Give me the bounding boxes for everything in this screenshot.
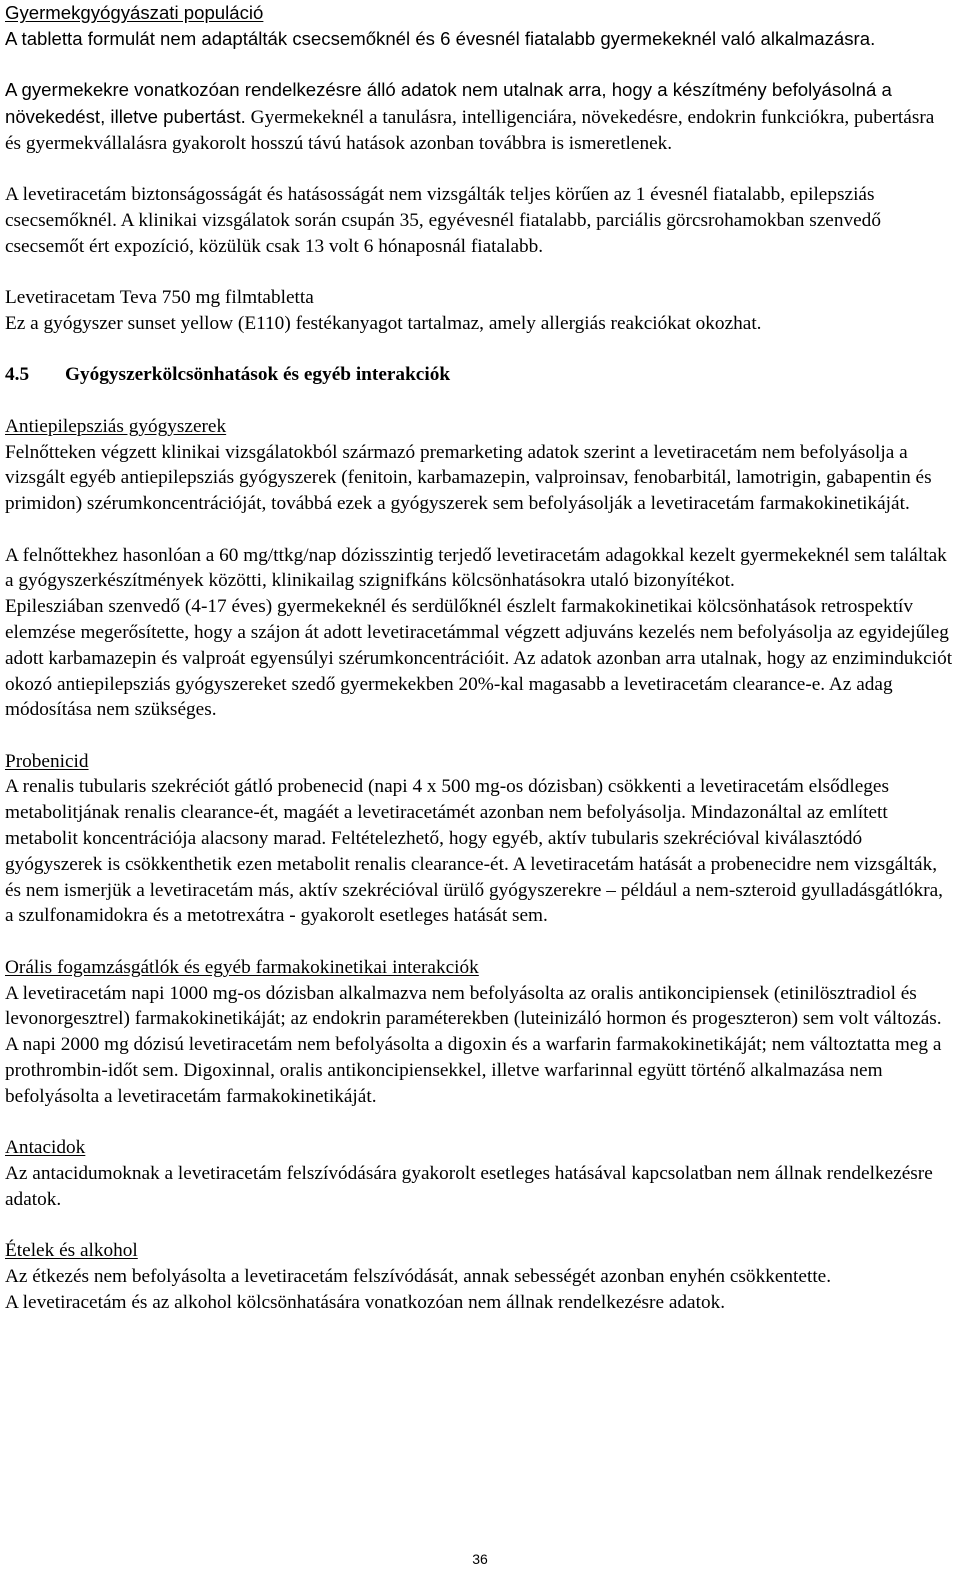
pediatric-paragraph-2 [5, 77, 953, 156]
oral-contraceptives-heading: Orális fogamzásgátlók és egyéb farmakokinetikai interakciók [5, 956, 479, 978]
product-name: Levetiracetam Teva 750 mg filmtabletta [5, 287, 314, 309]
pediatric-paragraph-2-part-2: Gyermekeknél a tanulásra, intelligenciára, növekedésre, endokrin funkciókra, pubertásra és gyermekvállalásra gyakorolt hosszú távú hatások azonban továbbra is ismeretlenek. [5, 106, 935, 154]
section-heading [5, 362, 953, 388]
antiepileptics-paragraph-3: Epilesziában szenvedő (4-17 éves) gyermekeknél és serdülőknél észlelt farmakokinetikai kölcsönhatások retrospektív elemzése megerősítette, hogy a szájon át adott levetiracetámmal végzett adjuváns kezelés nem befolyásolja az egyidejűleg adott karbamazepin és valproát egyensúlyi szérumkoncentrációit. Az adatok azonban arra utalnak, hogy az enzimindukciót okozó antiepilepsziás gyógyszereket szedő gyermekekben 20%-kal magasabb a levetiracetám clearance-e. Az adag módosítása nem szükséges. [5, 596, 953, 721]
section-title: Gyógyszerkölcsönhatások és egyéb interakciók [65, 364, 451, 386]
alcohol-paragraph: A levetiracetám és az alkohol kölcsönhatására vonatkozóan nem állnak rendelkezésre adatok. [5, 1291, 726, 1313]
pediatric-heading: Gyermekgyógyászati populáció [5, 2, 264, 23]
antiepileptics-paragraph-2: A felnőttekhez hasonlóan a 60 mg/ttkg/nap dózisszintig terjedő levetiracetám adagokkal kezelt gyermekeknél sem találtak a gyógyszerkészítmények közötti, klinikailag szignifkáns kölcsönhatásokra utaló bizonyítékot. [5, 544, 947, 592]
food-paragraph: Az étkezés nem befolyásolta a levetiracetám felszívódását, annak sebességét azonban enyhén csökkentette. [5, 1266, 832, 1288]
probenecid-paragraph: A renalis tubularis szekréciót gátló probenecid (napi 4 x 500 mg-os dózisban) csökkenti a levetiracetám elsődleges metabolitjának renalis clearance-ét, magáét a levetiracetámét azonban nem befolyásolja. Mindazonáltal az említett metabolit koncentrációja alacsony marad. Feltételezhető, hogy egyéb, aktív tubularis szekrécióval kiválasztódó gyógyszerek is csökkenthetik ezen metabolit renalis clearance-ét. A levetiracetám hatását a probenecidre nem vizsgálták, és nem ismerjük a levetiracetám más, aktív szekrécióval ürülő gyógyszerekre – például a nem-szteroid gyulladásgátlókra, a szulfonamidokra és a metotrexátra - gyakorolt esetleges hatását sem. [5, 776, 944, 927]
pediatric-paragraph-1: A tabletta formulát nem adaptálták csecsemőknél és 6 évesnél fiatalabb gyermekeknél való alkalmazásra. [5, 27, 876, 49]
pediatric-paragraph-3-part-1: A levetiracetám biztonságosságát és hatásosságát nem vizsgálták teljes körűen az 1 évesnél fiatalabb, epilepsziás csecsemőknél. [5, 184, 875, 231]
page-number: 36 [472, 1551, 488, 1567]
document-page [5, 0, 953, 1316]
excipient-warning: Ez a gyógyszer sunset yellow (E110) festékanyagot tartalmaz, amely allergiás reakciókat okozhat. [5, 312, 762, 334]
food-alcohol-heading: Ételek és alkohol [5, 1240, 138, 1262]
oral-contraceptives-paragraph: A levetiracetám napi 1000 mg-os dózisban alkalmazva nem befolyásolta az oralis antikoncipiensek (etinilösztradiol és levonorgesztrel) farmakokinetikáját; az endokrin paraméterekben (luteinizáló hormon és progeszteron) sem volt változás. A napi 2000 mg dózisú levetiracetám nem befolyásolta a digoxin és a warfarin farmakokinetikáját; nem változtatta meg a prothrombin-időt sem. Digoxinnal, oralis antikoncipiensekkel, illetve warfarinnal együtt történő alkalmazása nem befolyásolta a levetiracetám farmakokinetikáját. [5, 982, 942, 1107]
pediatric-paragraph-3 [5, 182, 953, 259]
antiepileptics-paragraph-1: Felnőtteken végzett klinikai vizsgálatokból származó premarketing adatok szerint a levetiracetám nem befolyásolja a vizsgált egyéb antiepilepsziás gyógyszerek (fenitoin, karbamazepin, valproinsav, fenobarbitál, lamotrigin, gabapentin és primidon) szérumkoncentrációját, továbbá ezek a gyógyszerek sem befolyásolják a levetiracetám farmakokinetikáját. [5, 441, 932, 515]
antacids-paragraph: Az antacidumoknak a levetiracetám felszívódására gyakorolt esetleges hatásával kapcsolatban nem állnak rendelkezésre adatok. [5, 1163, 933, 1210]
pediatric-paragraph-3-part-2: A klinikai vizsgálatok során csupán 35, egyévesnél fiatalabb, parciális görcsrohamokban szenvedő csecsemőt ért expozíció, közülük csak 13 volt 6 hónaposnál fiatalabb. [5, 209, 881, 257]
antiepileptics-heading: Antiepilepsziás gyógyszerek [5, 415, 227, 437]
antacids-heading: Antacidok [5, 1137, 86, 1159]
section-number: 4.5 [5, 364, 30, 386]
pediatric-paragraph-2-part-1: A gyermekekre vonatkozóan rendelkezésre álló adatok nem utalnak arra, hogy a készítmény befolyásolná a növekedést, illetve pubertást. [5, 79, 892, 127]
probenecid-heading: Probenicid [5, 750, 89, 772]
